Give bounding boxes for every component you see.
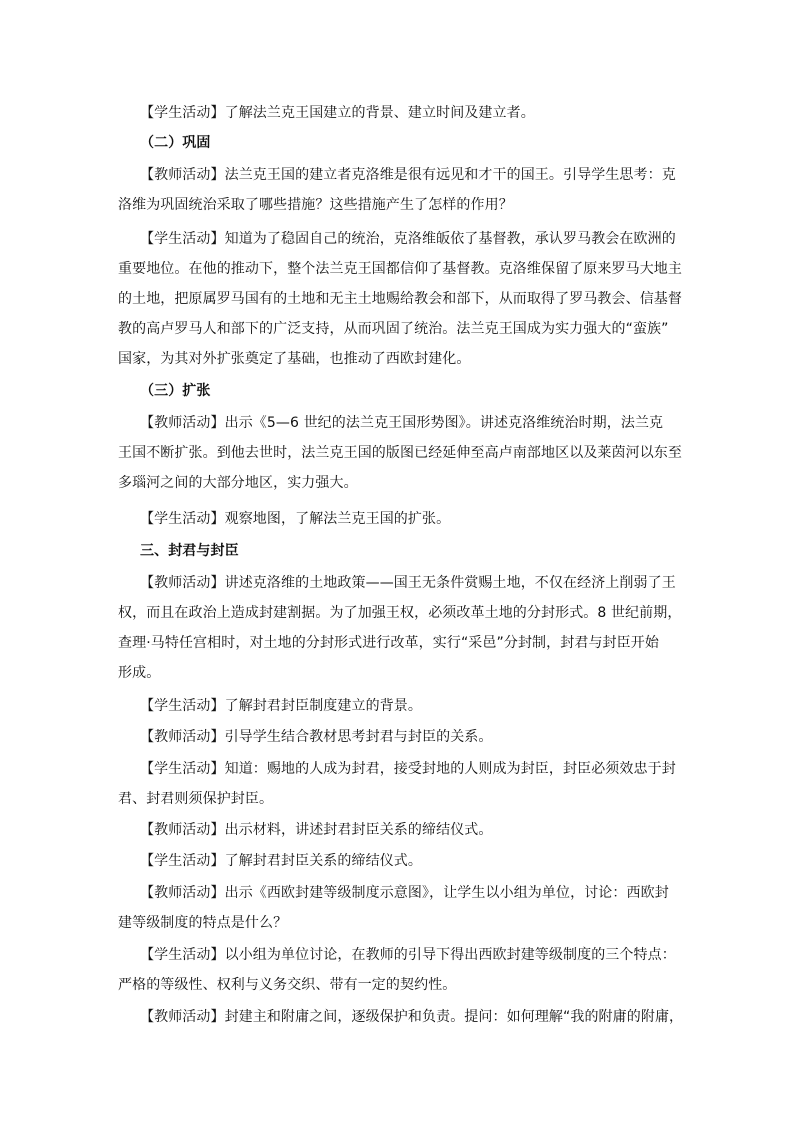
paragraph-student-activity-4 (118, 691, 680, 721)
paragraph-teacher-activity-7 (118, 1002, 684, 1032)
text-line: （二）巩固 (140, 135, 211, 151)
text-line: 【教师活动】出示《西欧封建等级制度示意图》，让学生以小组为单位，讨论：西欧封 (140, 885, 669, 901)
paragraph-teacher-activity-2 (118, 408, 680, 498)
text-line: 国家，为其对外扩张奠定了基础，也推动了西欧封建化。 (118, 351, 471, 367)
text-line: 【学生活动】了解封君封臣制度建立的背景。 (140, 698, 422, 714)
text-line: 权，而且在政治上造成封建割据。为了加强王权，必须改革土地的分封形式。8 世纪前期， (118, 605, 682, 621)
text-line: 【学生活动】了解法兰克王国建立的背景、建立时间及建立者。 (140, 105, 535, 121)
text-line: 查理·马特任宫相时，对土地的分封形式进行改革，实行“采邑”分封制，封君与封臣开始 (118, 635, 659, 651)
paragraph-teacher-activity-3 (118, 568, 680, 688)
text-line: 【学生活动】以小组为单位讨论，在教师的引导下得出西欧封建等级制度的三个特点： (140, 947, 676, 963)
text-line: 重要地位。在他的推动下，整个法兰克王国都信仰了基督教。克洛维保留了原来罗马大地主 (118, 261, 682, 277)
paragraph-teacher-activity-5 (118, 815, 680, 845)
text-line: 君、封君则须保护封臣。 (118, 791, 274, 807)
text-line: 【教师活动】封建主和附庸之间，逐级保护和负责。提问：如何理解“我的附庸的附庸， (140, 1009, 684, 1025)
text-line: 形成。 (118, 665, 161, 681)
text-line: 多瑙河之间的大部分地区，实力强大。 (118, 475, 358, 491)
section-heading-expansion (118, 376, 680, 406)
text-line: 【学生活动】知道：赐地的人成为封君，接受封地的人则成为封臣，封臣必须效忠于封 (140, 761, 676, 777)
section-heading-consolidate (118, 128, 680, 158)
paragraph-teacher-activity-4 (118, 722, 680, 752)
text-line: 【教师活动】出示《5—6 世纪的法兰克王国形势图》。讲述克洛维统治时期，法兰克 (140, 415, 664, 431)
paragraph-student-activity-6 (118, 846, 680, 876)
text-line: 的土地，把原属罗马国有的土地和无主土地赐给教会和部下，从而取得了罗马教会、信基督 (118, 291, 682, 307)
text-line: 【教师活动】出示材料，讲述封君封臣关系的缔结仪式。 (140, 822, 493, 838)
paragraph-teacher-activity-6 (118, 878, 680, 938)
text-line: 王国不断扩张。到他去世时，法兰克王国的版图已经延伸至高卢南部地区以及莱茵河以东至 (118, 445, 682, 461)
section-heading-lords-vassals (118, 536, 680, 566)
text-line: 【教师活动】法兰克王国的建立者克洛维是很有远见和才干的国王。引导学生思考：克 (140, 167, 676, 183)
text-line: 【学生活动】了解封君封臣关系的缔结仪式。 (140, 853, 422, 869)
paragraph-student-activity-5 (118, 754, 680, 814)
paragraph-student-activity-3 (118, 504, 680, 534)
text-line: 洛维为巩固统治采取了哪些措施？这些措施产生了怎样的作用？ (118, 197, 513, 213)
paragraph-teacher-activity-1 (118, 160, 680, 220)
paragraph-student-activity-2 (118, 224, 680, 374)
text-line: （三）扩张 (140, 383, 211, 399)
text-line: 【教师活动】引导学生结合教材思考封君与封臣的关系。 (140, 729, 493, 745)
paragraph-student-activity-7 (118, 940, 680, 1000)
text-line: 教的高卢罗马人和部下的广泛支持，从而巩固了统治。法兰克王国成为实力强大的“蛮族” (118, 321, 669, 337)
paragraph-student-activity-1 (118, 98, 680, 128)
text-line: 三、封君与封臣 (140, 543, 239, 559)
text-line: 【学生活动】观察地图，了解法兰克王国的扩张。 (140, 511, 451, 527)
text-line: 严格的等级性、权利与义务交织、带有一定的契约性。 (118, 977, 457, 993)
text-line: 【学生活动】知道为了稳固自己的统治，克洛维皈依了基督教，承认罗马教会在欧洲的 (140, 231, 676, 247)
text-line: 【教师活动】讲述克洛维的土地政策——国王无条件赏赐土地，不仅在经济上削弱了王 (140, 575, 676, 591)
text-line: 建等级制度的特点是什么？ (118, 915, 288, 931)
